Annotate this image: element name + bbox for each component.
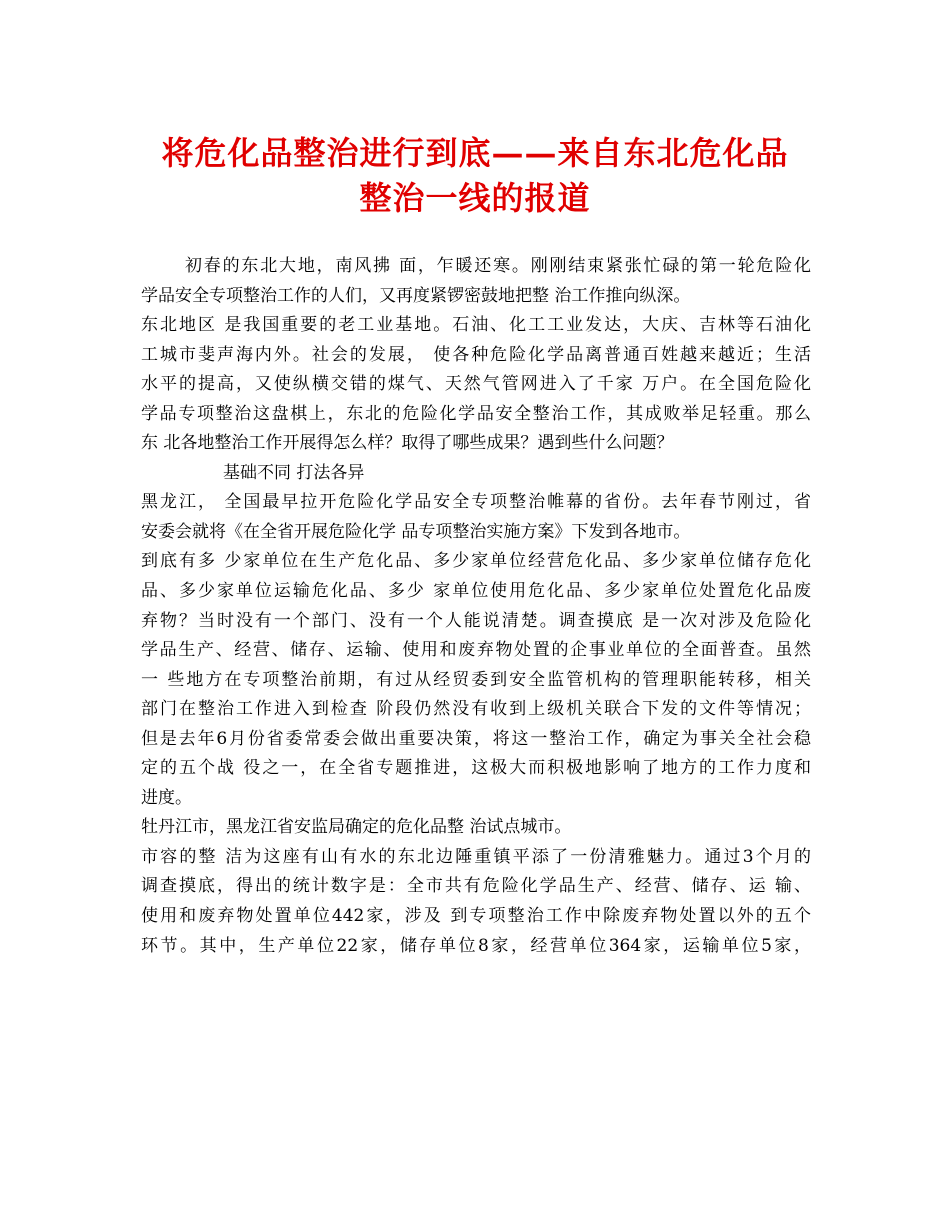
body-line: 水平的提高，又使纵横交错的煤气、天然气管网进入了千家 万户。在全国危险化	[141, 374, 811, 395]
body-line: 弃物？当时没有一个部门、没有一个人能说清楚。调查摸底 是一次对涉及危险化	[141, 610, 811, 631]
body-line: 但是去年6月份省委常委会做出重要决策，将这一整治工作，确定为事关全社会稳	[141, 728, 811, 749]
body-line: 东 北各地整治工作开展得怎么样？取得了哪些成果？遇到些什么问题？	[141, 433, 674, 454]
body-line: 调查摸底，得出的统计数字是：全市共有危险化学品生产、经营、储存、运 输、	[141, 876, 811, 897]
body-line: 到底有多 少家单位在生产危化品、多少家单位经营危化品、多少家单位储存危化	[141, 551, 811, 572]
body-line: 进度。	[141, 787, 192, 808]
body-line: 黑龙江， 全国最早拉开危险化学品安全专项整治帷幕的省份。去年春节刚过，省	[141, 492, 811, 513]
body-line: 环节。其中，生产单位22家，储存单位8家，经营单位364家，运输单位5家，	[141, 935, 811, 956]
document-title-line-1: 将危化品整治进行到底——来自东北危化品	[161, 134, 789, 172]
body-line: 品、多少家单位运输危化品、多少 家单位使用危化品、多少家单位处置危化品废	[141, 581, 811, 602]
body-line: 工城市斐声海内外。社会的发展， 使各种危险化学品离普通百姓越来越近；生活	[141, 344, 811, 365]
document-title-line-2: 整治一线的报道	[359, 179, 591, 217]
body-line: 初春的东北大地，南风拂 面，乍暖还寒。刚刚结束紧张忙碌的第一轮危险化	[185, 256, 811, 276]
body-line: 牡丹江市，黑龙江省安监局确定的危化品整 治试点城市。	[141, 817, 572, 838]
body-line: 学品安全专项整治工作的人们，又再度紧锣密鼓地把整 治工作推向纵深。	[141, 285, 691, 306]
body-line: 东北地区 是我国重要的老工业基地。石油、化工工业发达，大庆、吉林等石油化	[141, 315, 811, 336]
document-body	[141, 252, 811, 961]
body-line: 使用和废弃物处置单位442家，涉及 到专项整治工作中除废弃物处置以外的五个	[141, 906, 811, 927]
body-line: 安委会就将《在全省开展危险化学 品专项整治实施方案》下发到各地市。	[141, 521, 691, 542]
body-line: 市容的整 洁为这座有山有水的东北边陲重镇平添了一份清雅魅力。通过3个月的	[141, 846, 811, 867]
body-line: 学品生产、经营、储存、运输、使用和废弃物处置的企事业单位的全面普查。虽然	[141, 640, 811, 661]
body-line: 一 些地方在专项整治前期，有过从经贸委到安全监管机构的管理职能转移，相关	[141, 669, 811, 690]
body-line: 部门在整治工作进入到检查 阶段仍然没有收到上级机关联合下发的文件等情况；	[141, 699, 811, 720]
body-line: 定的五个战 役之一，在全省专题推进，这极大而积极地影响了地方的工作力度和	[141, 758, 811, 779]
section-heading: 基础不同 打法各异	[223, 462, 365, 483]
body-line: 学品专项整治这盘棋上，东北的危险化学品安全整治工作，其成败举足轻重。那么	[141, 403, 811, 424]
